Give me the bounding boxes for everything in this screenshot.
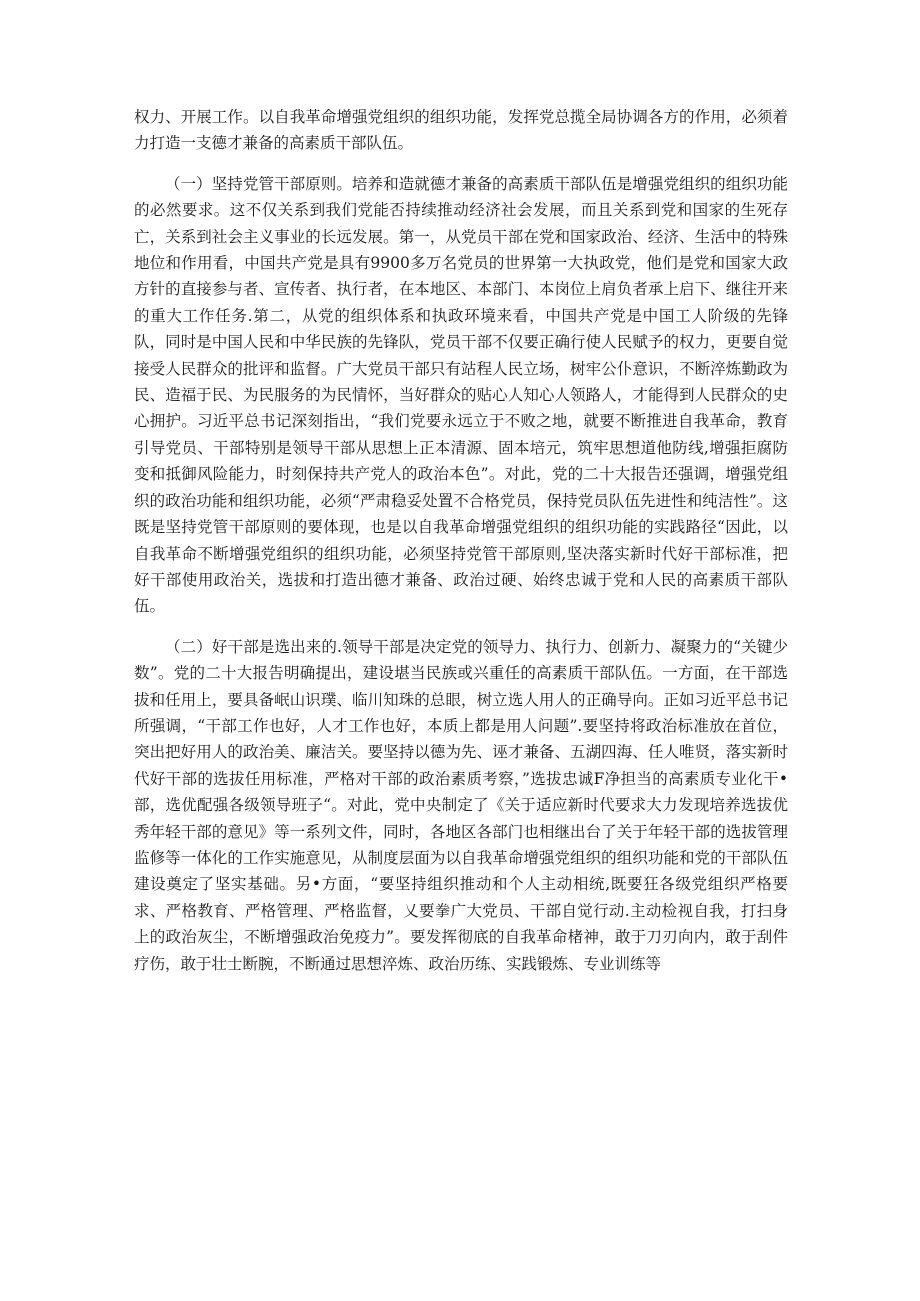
paragraph-continuation: 权力、开展工作。以自我革命增强党组织的组织功能，发挥党总揽全局协调各方的作用，必须着力打造一支德才兼备的高素质干部队伍。 (134, 108, 788, 153)
paragraph-section-two: （二）好干部是选出来的.领导干部是决定党的领导力、执行力、创新力、凝聚力的“关键少数”。党的二十大报告明确提出，建设堪当民族或兴重任的高素质干部队伍。一方面，在干部选拔和任用上，要具备岷山识璞、临川知珠的总眼，树立选人用人的正确导向。正如习近平总书记所强调，“干部工作也好，人才工作也好，本质上都是用人问题”.要坚持将政治标准放在首位，突出把好用人的政治美、廉洁关。要坚持以德为先、诬才兼备、五湖四海、任人唯贤，落实新时代好干部的选拔任用标准，严格对干部的政治素质考察，”选拔忠诚F净担当的高素质专业化干•部，选优配强各级领导班子“。对此，党中央制定了《关于适应新时代要求大力发现培养选拔优秀年轻干部的意见》等一系列文件，同时，各地区各部门也相继出台了关于年轻干部的选拔管理监修等一体化的工作实施意见，从制度层面为以自我革命增强党组织的组织功能和党的干部队伍建设奠定了坚实基础。另•方面，“要坚持组织推动和个人主动相统,既要狂各级党组织严格要求、严格教育、严格管理、严格监督，乂要拳广大党员、干部自觉行动.主动检视自我，打扫身上的政治灰尘，不断增强政治免疫力”。要发挥彻底的自我革命楮神，敢于刀刃向内，敢于刮件疗伤，敢于壮士断腕，不断通过思想淬炼、政治历练、实践锻炼、专业训练等 (134, 637, 788, 973)
paragraph-section-one: （一）坚持党管干部原则。培养和造就德才兼备的高素质干部队伍是增强党组织的组织功能的必然要求。这不仅关系到我们党能否持续推动经济社会发展，而且关系到党和国家的生死存亡，关系到社会主义事业的长远发展。第一，从党员干部在党和国家政治、经济、生活中的特殊地位和作用看，中国共产党是具有9900多万名党员的世界第一大执政党，他们是党和国家大政方针的直接参与者、宣传者、执行者，在本地区、本部门、本岗位上肩负者承上启下、继往开来的重大工作任务.第二，从党的组织体系和执政环境来看，中国共产党是中国工人阶级的先锋队，同时是中国人民和中华民族的先锋队，党员干部不仅要正确行使人民赋予的权力，更要自觉接受人民群众的批评和监督。广大党员干部只有站程人民立场，树牢公仆意识，不断淬炼勤政为民、造福于民、为民服务的为民情怀，当好群众的贴心人知心人领路人，才能得到人民群众的史心拥护。习近平总书记深刻指出，“我们党要永远立于不败之地，就要不断推进自我革命，教育引导党员、干部特别是领导干部从思想上正本清源、固本培元，筑牢思想道他防线,增强拒腐防变和抵御风险能力，时刻保持共产党人的政治本色”。对此，党的二十大报告还强调，增强党组织的政治功能和组织功能，必须“严肃稳妥处置不合格党员，保持党员队伍先进性和纯洁性”。这既是坚持党管干部原则的要体现，也是以自我革命增强党组织的组织功能的实践路径“因此，以自我革命不断增强党组织的组织功能，必须坚持党管干部原则,坚决落实新时代好干部标准，把好干部使用政治关，选拔和打造出德才兼备、政治过硬、始终忠诚于党和人民的高素质干部队伍。 (134, 174, 788, 616)
document-page (134, 104, 788, 977)
